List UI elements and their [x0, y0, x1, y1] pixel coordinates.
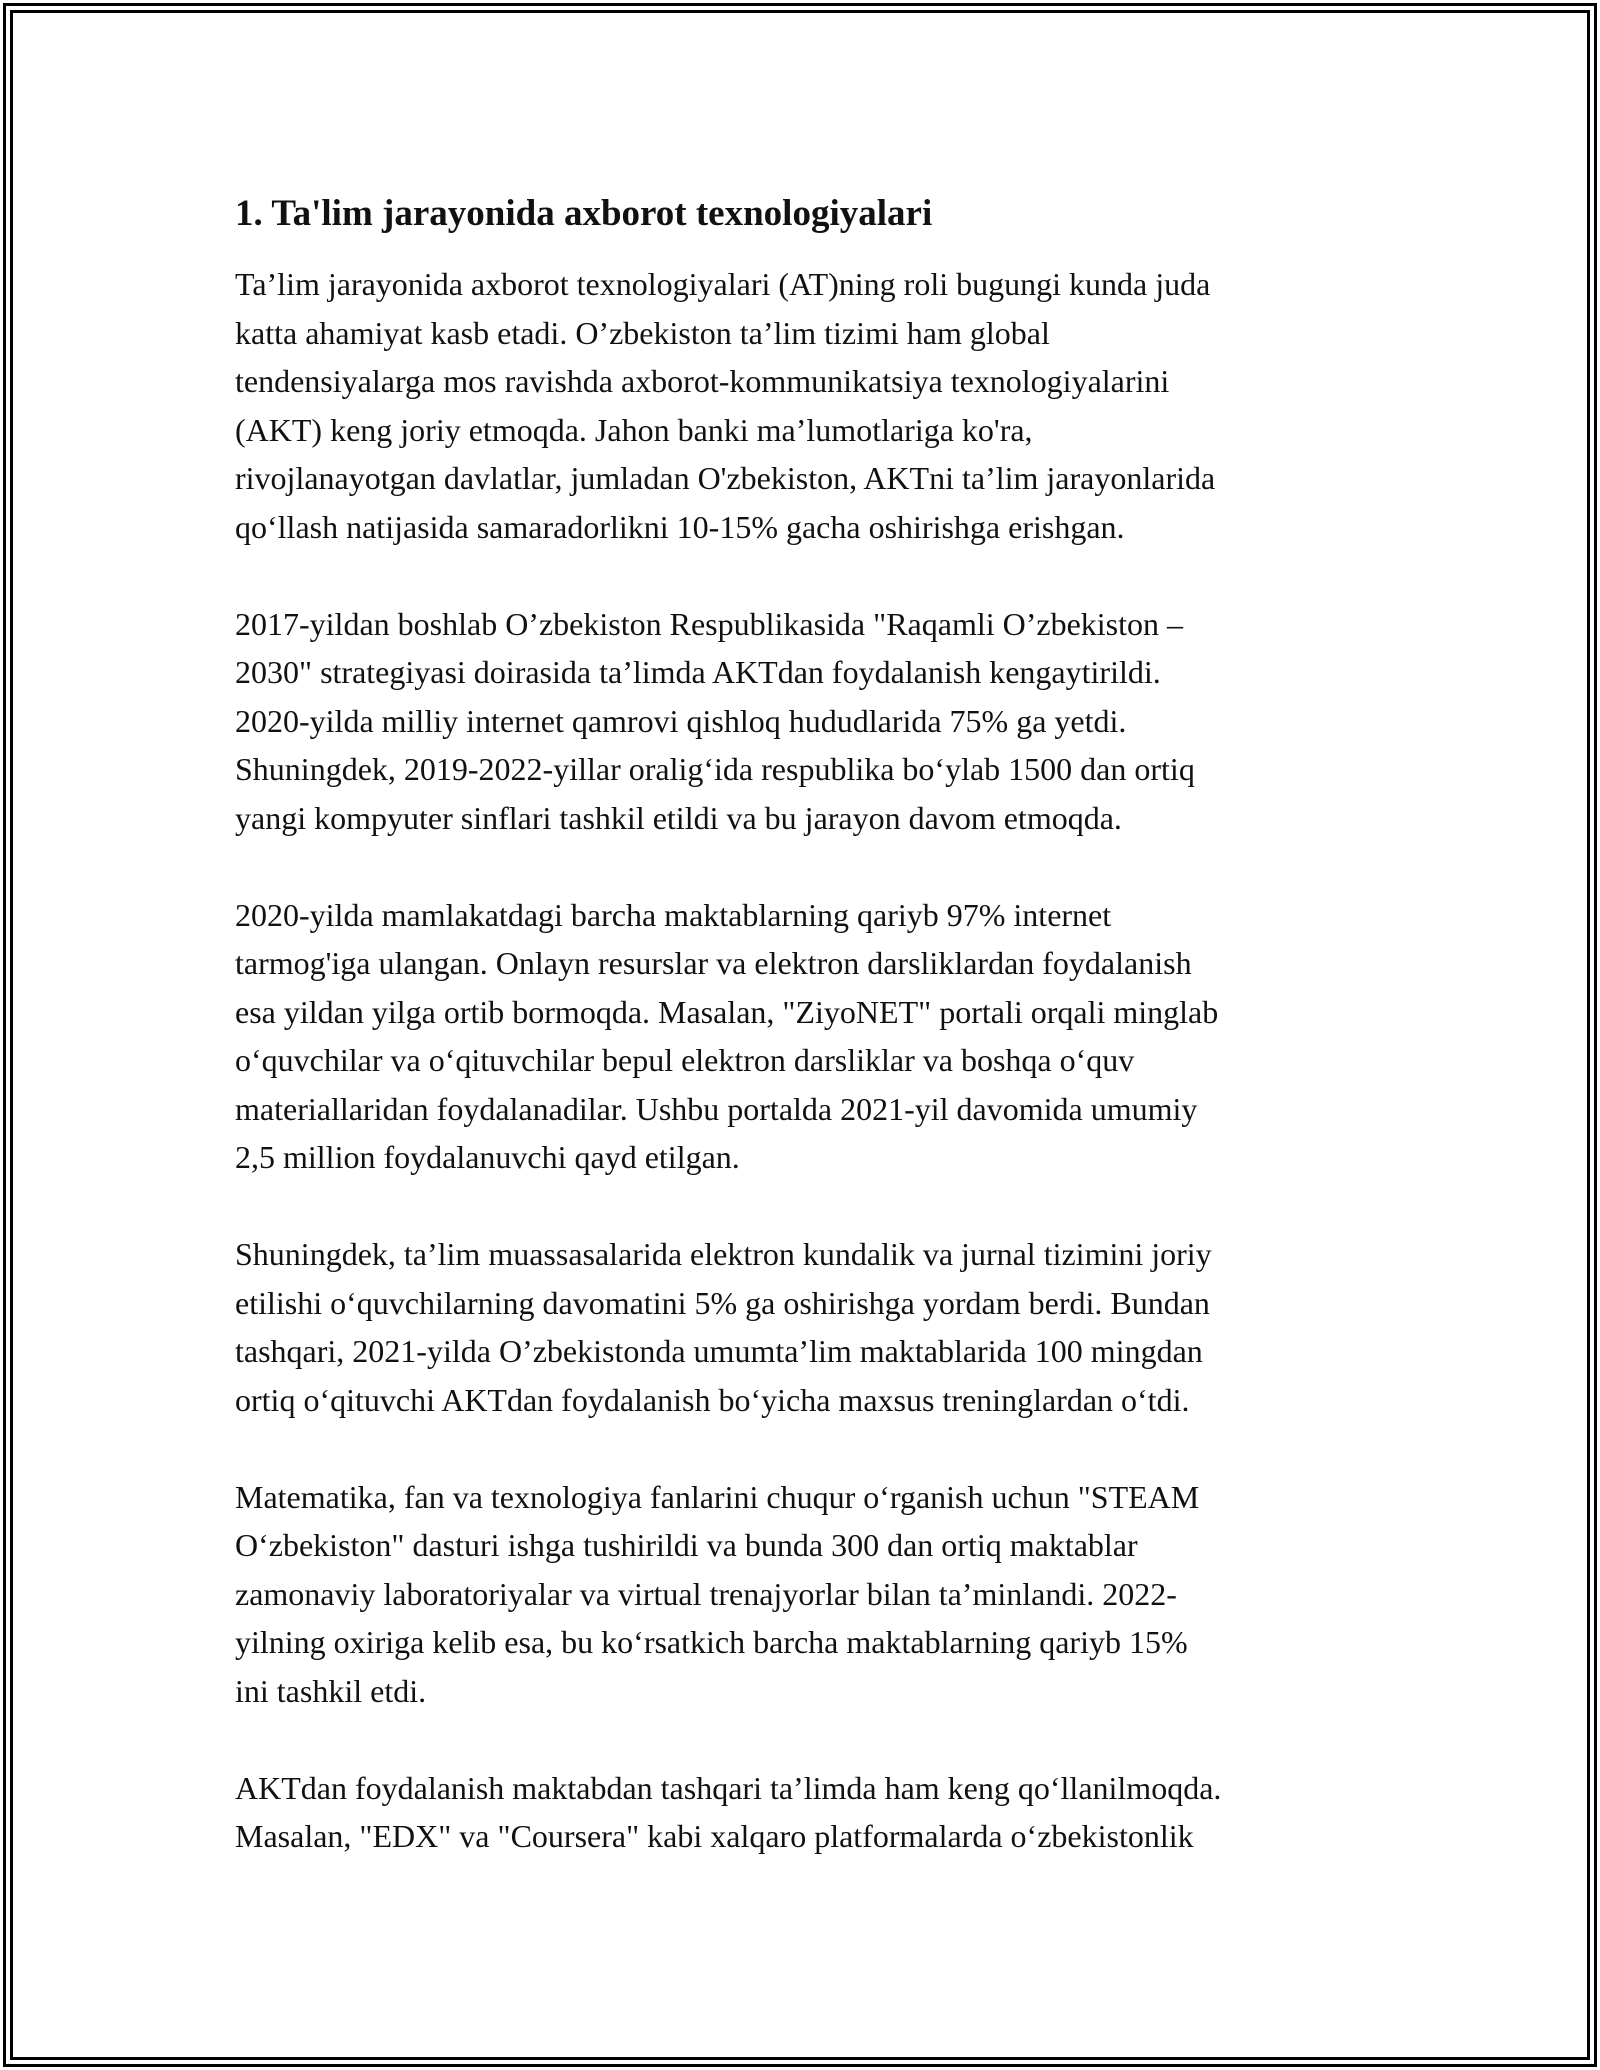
text-line: 2020-yilda mamlakatdagi barcha maktablarning qariyb 97% internet	[235, 896, 1112, 933]
text-line: Matematika, fan va texnologiya fanlarini chuqur o‘rganish uchun "STEAM	[235, 1478, 1200, 1515]
paragraph-online-platforms	[235, 1764, 1375, 1861]
text-line: 2017-yildan boshlab O’zbekiston Respublikasida "Raqamli O’zbekiston –	[235, 605, 1184, 642]
text-line: O‘zbekiston" dasturi ishga tushirildi va bunda 300 dan ortiq maktablar	[235, 1527, 1138, 1563]
text-line: Shuningdek, 2019-2022-yillar oralig‘ida respublika bo‘ylab 1500 dan ortiq	[235, 751, 1195, 787]
text-line: tendensiyalarga mos ravishda axborot-kommunikatsiya texnologiyalarini	[235, 363, 1170, 399]
text-line: ini tashkil etdi.	[235, 1672, 427, 1709]
text-line: 2,5 million foydalanuvchi qayd etilgan.	[235, 1139, 740, 1175]
section-title: 1. Ta'lim jarayonida axborot texnologiyalari	[235, 193, 933, 234]
text-line: 2020-yilda milliy internet qamrovi qishloq hududlarida 75% ga yetdi.	[235, 702, 1127, 739]
text-line: etilishi o‘quvchilarning davomatini 5% ga oshirishga yordam berdi. Bundan	[235, 1284, 1210, 1321]
text-line: AKTdan foydalanish maktabdan tashqari ta’limda ham keng qo‘llanilmoqda.	[235, 1769, 1222, 1806]
text-line: materiallaridan foydalanadilar. Ushbu portalda 2021-yil davomida umumiy	[235, 1090, 1198, 1127]
text-line: Shuningdek, ta’lim muassasalarida elektron kundalik va jurnal tizimini joriy	[235, 1236, 1212, 1272]
paragraph-digital-strategy	[235, 600, 1375, 843]
text-line: 2030" strategiyasi doirasida ta’limda AKTdan foydalanish kengaytirildi.	[235, 654, 1161, 690]
text-line: esa yildan yilga ortib bormoqda. Masalan, "ZiyoNET" portali orqali minglab	[235, 993, 1219, 1030]
text-line: Ta’lim jarayonida axborot texnologiyalari (AT)ning roli bugungi kunda juda	[235, 266, 1211, 302]
text-line: zamonaviy laboratoriyalar va virtual trenajyorlar bilan ta’minlandi. 2022-	[235, 1575, 1177, 1612]
text-line: o‘quvchilar va o‘qituvchilar bepul elektron darsliklar va boshqa o‘quv	[235, 1042, 1135, 1078]
text-line: tashqari, 2021-yilda O’zbekistonda umumta’lim maktablarida 100 mingdan	[235, 1333, 1203, 1369]
paragraph-intro	[235, 260, 1375, 551]
text-line: rivojlanayotgan davlatlar, jumladan O'zbekiston, AKTni ta’lim jarayonlarida	[235, 460, 1216, 496]
text-line: Masalan, "EDX" va "Coursera" kabi xalqaro platformalarda o‘zbekistonlik	[235, 1818, 1194, 1854]
paragraph-steam	[235, 1473, 1375, 1716]
text-line: yilning oxiriga kelib esa, bu ko‘rsatkich barcha maktablarning qariyb 15%	[235, 1624, 1188, 1660]
text-line: (AKT) keng joriy etmoqda. Jahon banki ma’lumotlariga ko'ra,	[235, 411, 1033, 448]
text-line: tarmog'iga ulangan. Onlayn resurslar va elektron darsliklardan foydalanish	[235, 945, 1192, 981]
text-line: ortiq o‘qituvchi AKTdan foydalanish bo‘yicha maxsus treninglardan o‘tdi.	[235, 1381, 1190, 1418]
document-body	[235, 188, 1375, 1909]
paragraph-electronic-journal	[235, 1230, 1375, 1424]
text-line: katta ahamiyat kasb etadi. O’zbekiston ta’lim tizimi ham global	[235, 314, 1050, 351]
text-line: yangi kompyuter sinflari tashkil etildi va bu jarayon davom etmoqda.	[235, 799, 1122, 836]
text-line: qo‘llash natijasida samaradorlikni 10-15% gacha oshirishga erishgan.	[235, 508, 1125, 545]
paragraph-internet-access	[235, 891, 1375, 1182]
